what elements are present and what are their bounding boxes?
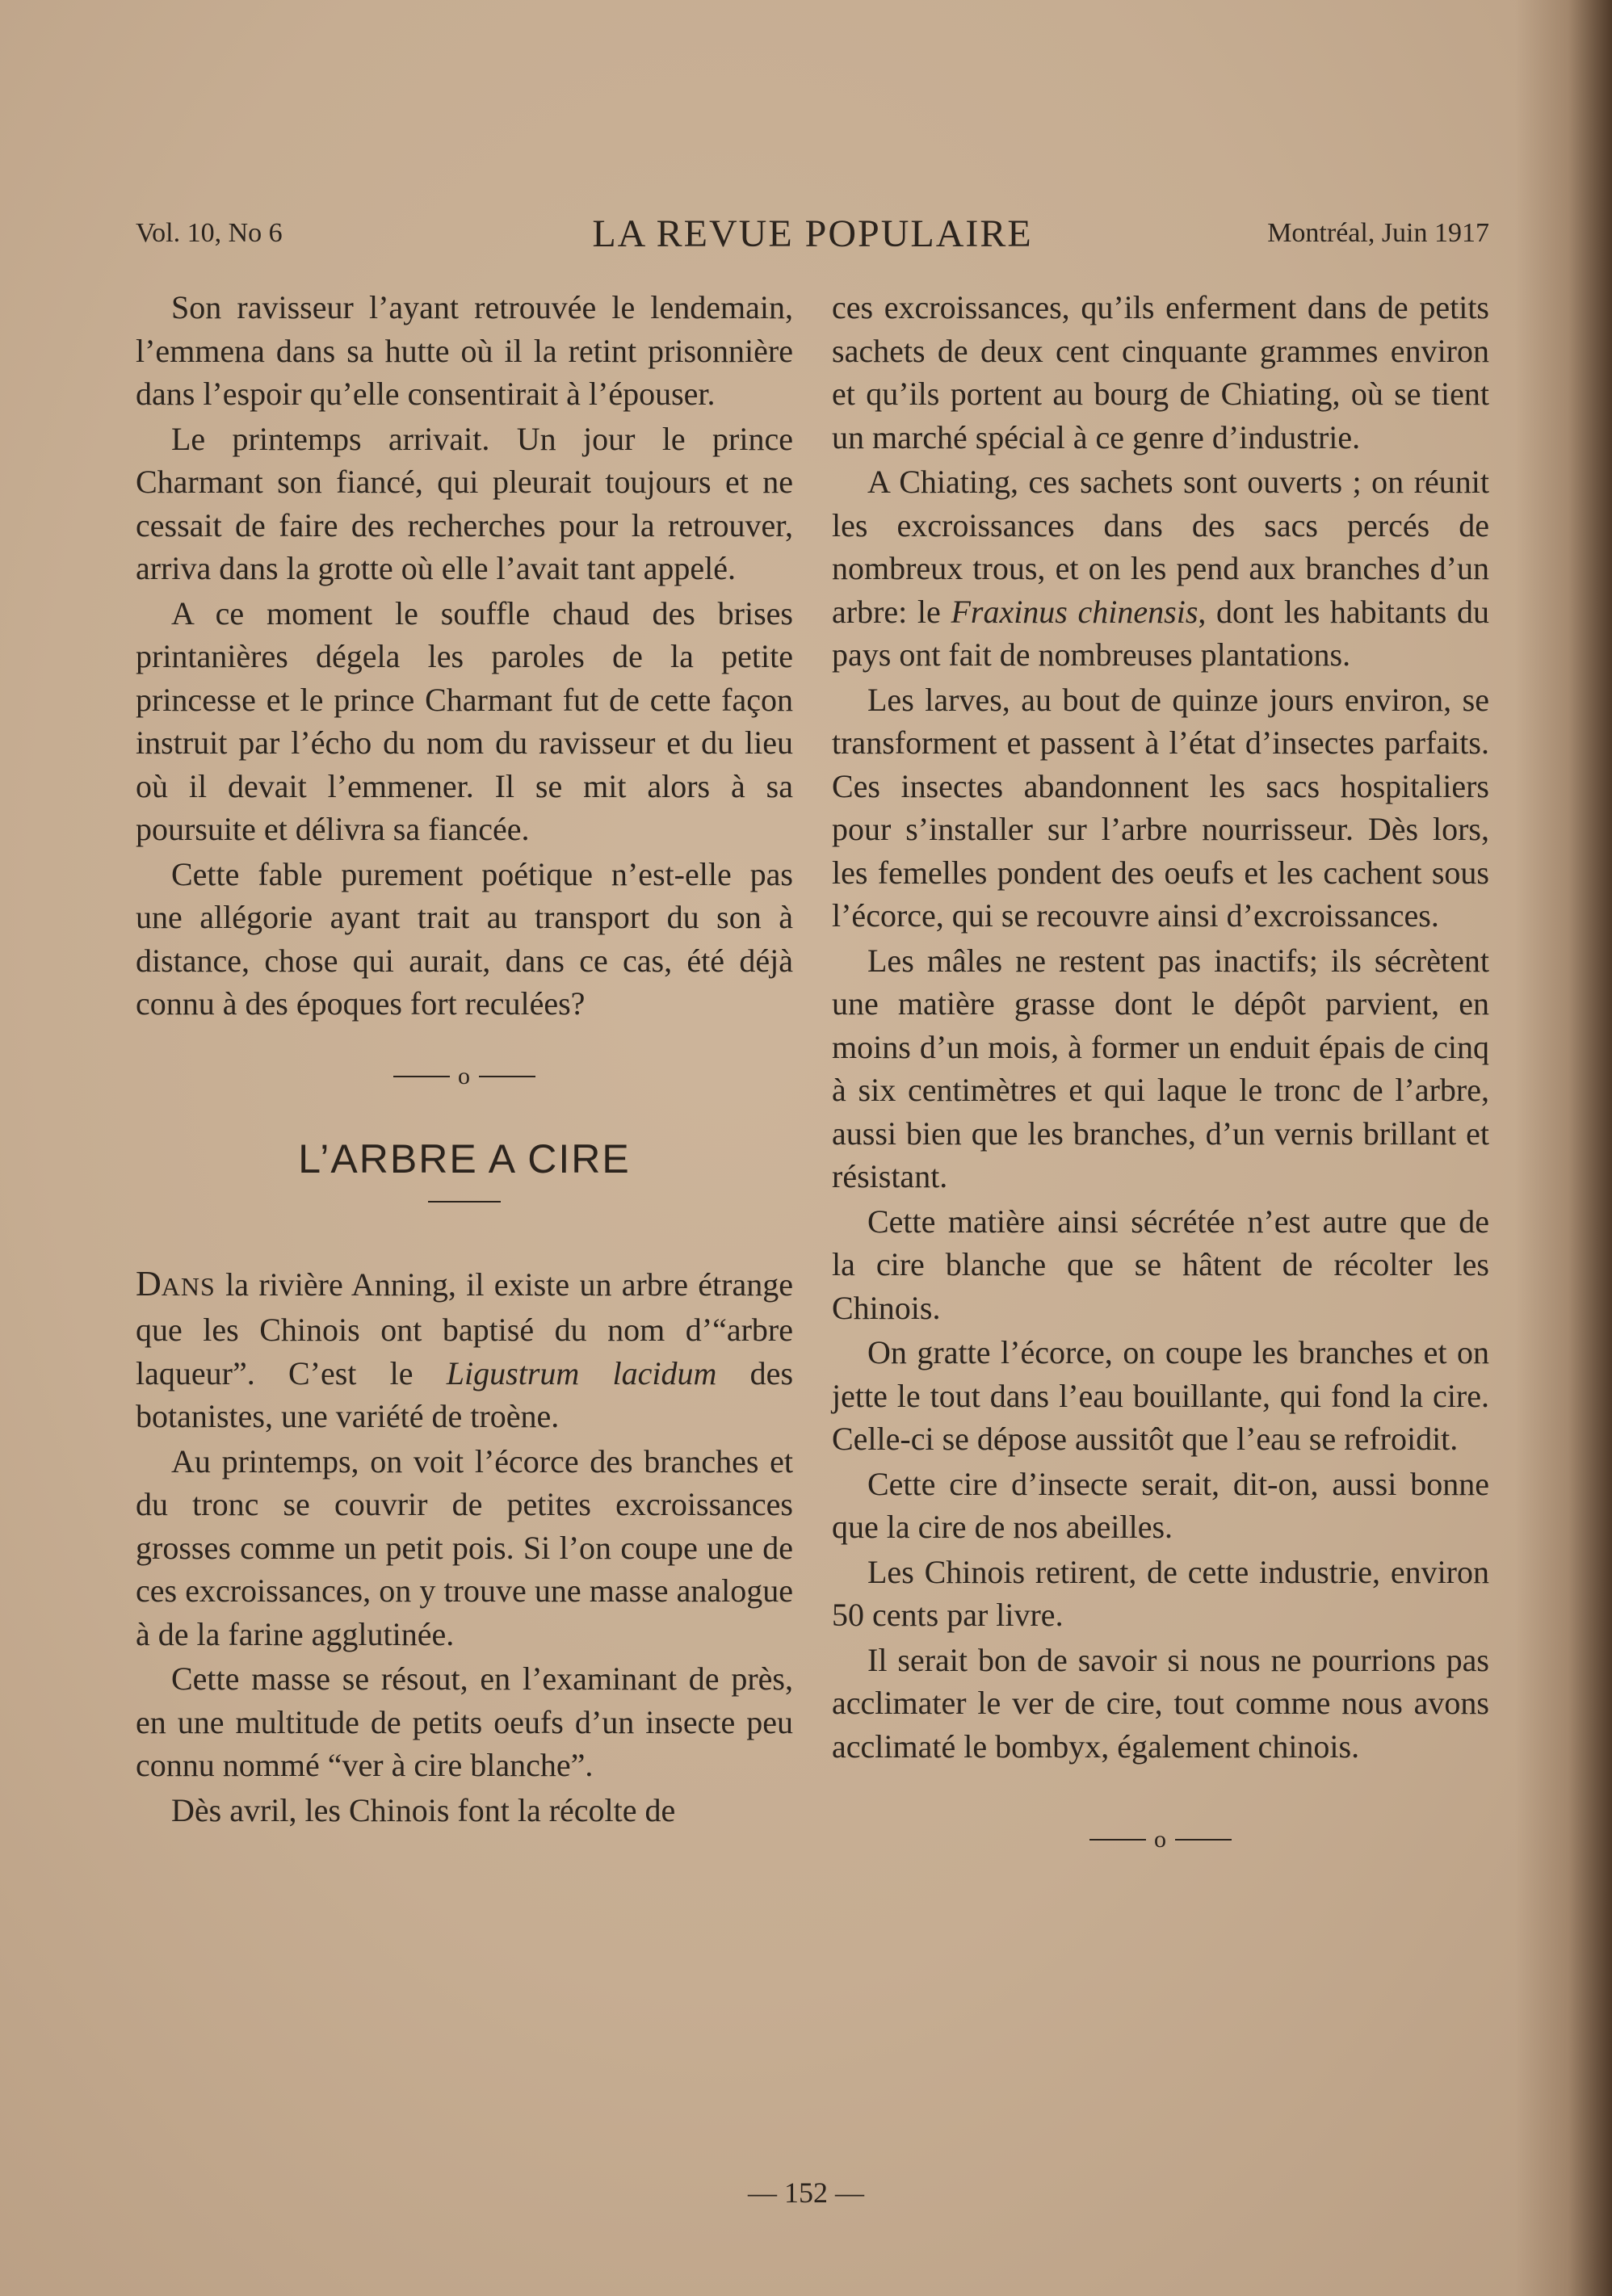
paragraph-text: , dont les habitants du pays ont fait de nombreuses plantations. (832, 593, 1489, 673)
latin-name: Fraxinus chinensis (951, 593, 1199, 630)
paragraph: On gratte l’écorce, on coupe les branches et on jette le tout dans l’eau bouillante, qui fond la cire. Celle-ci se dépose aussitôt que l’eau se refroidit. (832, 1334, 1489, 1457)
page-edge-shadow (1515, 0, 1612, 2296)
paragraph: Dès avril, les Chinois font la récolte de (171, 1791, 676, 1828)
paragraph: Les Chinois retirent, de cette industrie, environ 50 cents par livre. (832, 1553, 1489, 1633)
paragraph (832, 460, 1489, 677)
separator-line (479, 1076, 535, 1077)
separator-line (1089, 1839, 1146, 1841)
paragraph: ces excroissances, qu’ils enferment dans de petits sachets de deux cent cinquante grammes environ et qu’ils portent au bourg de Chiating, où se tient un marché spécial à ce genre d’industrie. (832, 289, 1489, 455)
paragraph: Le printemps arrivait. Un jour le prince Charmant son fiancé, qui pleurait toujours et ne cessait de faire des recherches pour la retrouver, arriva dans la grotte où elle l’avait tant appelé. (136, 420, 793, 586)
paragraph: Cette fable purement poétique n’est-elle pas une allégorie ayant trait au transport du son à distance, chose qui aurait, dans ce cas, été déjà connu à des époques fort reculées? (136, 855, 793, 1022)
right-column (832, 286, 1489, 1894)
title-rule (428, 1201, 501, 1203)
separator-line (393, 1076, 450, 1077)
paragraph-text: des botanistes, une variété de troène. (136, 1354, 794, 1435)
paragraph: Les larves, au bout de quinze jours environ, se transforment et passent à l’état d’insectes parfaits. Ces insectes abandonnent les sacs hospitaliers pour s’installer sur l’arbre nourrisseur. Dès lors, les femelles pondent des oeufs et les cachent sous l’écorce, qui se recouvre ainsi d’excroissances. (832, 681, 1489, 934)
article-title: L’ARBRE A CIRE (298, 1136, 631, 1182)
latin-name: Ligustrum lacidum (446, 1354, 717, 1391)
opening-paragraph (136, 1262, 793, 1438)
paragraph: Il serait bon de savoir si nous ne pourrions pas acclimater le ver de cire, tout comme nous avons acclimaté le bombyx, également chinois. (832, 1641, 1489, 1765)
separator-mark: o (1154, 1826, 1167, 1853)
paragraph: A ce moment le souffle chaud des brises printanières dégela les paroles de la petite princesse et le prince Charmant fut de cette façon instruit par l’écho du nom du ravisseur et du lieu où il devait l’emmener. Il se mit alors à sa poursuite et délivra sa fiancée. (136, 594, 793, 847)
paragraph: Cette masse se résout, en l’examinant de près, en une multitude de petits oeufs d’un insecte peu connu nommé “ver à cire blanche”. (136, 1660, 793, 1784)
paragraph: Son ravisseur l’ayant retrouvée le lendemain, l’emmena dans sa hutte où il la retint prisonnière dans l’espoir qu’elle consentirait à l’épouser. (136, 289, 793, 412)
paragraph: Les mâles ne restent pas inactifs; ils sécrètent une matière grasse dont le dépôt parvient, en moins d’un mois, à former un enduit épais de cinq à six centimètres et qui laque le tronc de l’arbre, aussi bien que les branches, d’un vernis brillant et résistant. (832, 942, 1489, 1194)
paragraph: Cette matière ainsi sécrétée n’est autre que de la cire blanche que se hâtent de récolter les Chinois. (832, 1203, 1489, 1326)
issue-date: Montréal, Juin 1917 (1267, 218, 1489, 248)
paragraph-text: A Chiating, ces sachets sont ouverts ; on réunit les excroissances dans des sacs percés de nombreux trous, et on les pend aux branches d’un arbre: le (832, 464, 1489, 630)
publication-title: LA REVUE POPULAIRE (592, 212, 1033, 255)
volume-label: Vol. 10, No 6 (136, 218, 283, 248)
separator-line (1175, 1839, 1232, 1841)
paragraph: Cette cire d’insecte serait, dit-on, aussi bonne que la cire de nos abeilles. (832, 1465, 1489, 1545)
drop-cap: D (136, 1263, 162, 1303)
small-caps-word: ANS (161, 1271, 216, 1301)
page-number: — 152 — (748, 2176, 864, 2209)
paragraph: Au printemps, on voit l’écorce des branches et du tronc se couvrir de petites excroissances grosses comme un petit pois. Si l’on coupe une de ces excroissances, on y trouve une masse analogue à de la farine agglutinée. (136, 1442, 793, 1652)
running-header (136, 212, 1489, 260)
paragraph-text: la rivière Anning, il existe un arbre étrange que les Chinois ont baptisé du nom d’“arbre laqueur”. C’est le (136, 1266, 793, 1391)
separator-mark: o (458, 1062, 471, 1089)
section-separator (136, 1053, 793, 1098)
section-separator (832, 1816, 1489, 1862)
left-column (136, 286, 793, 1833)
